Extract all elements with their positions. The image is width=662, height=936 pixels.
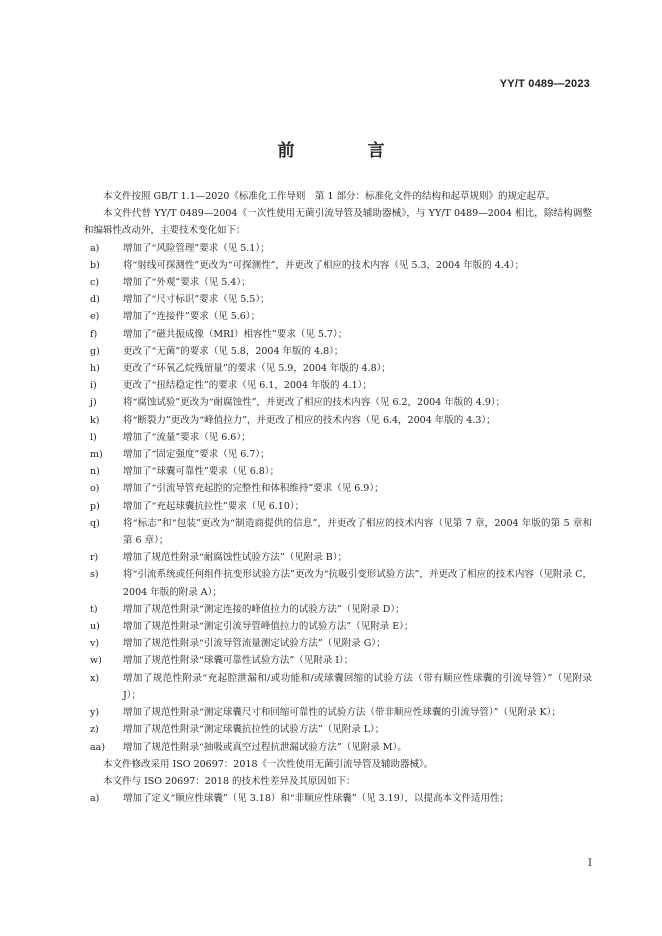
list-item (84, 326, 592, 343)
list-item-text: 增加了“连接件”要求（见 5.6）； (123, 311, 261, 323)
list-item-label: o) (90, 483, 100, 495)
list-item-label: w) (90, 655, 102, 667)
list-item-label: i) (90, 380, 97, 392)
list-item-label: h) (90, 363, 100, 375)
intro-paragraph-2: 本文件代替 YY/T 0489—2004《一次性使用无菌引流导管及辅助器械》，与 YY/T 0489—2004 相比，除结构调整和编辑性改动外，主要技术变化如下： (84, 208, 592, 237)
list-item-text: 增加了规范性附录“球囊可靠性试验方法”（见附录 I）； (123, 655, 354, 667)
list-item-text: 更改了“环氧乙烷残留量”的要求（见 5.9，2004 年版的 4.8）； (123, 363, 391, 375)
document-body (84, 188, 592, 807)
list-item-text: 增加了“磁共振成像（MRI）相容性”要求（见 5.7）； (123, 328, 348, 340)
list-item-label: a) (90, 793, 100, 805)
list-item-text: 增加了定义“顺应性球囊”（见 3.18）和“非顺应性球囊”（见 3.19），以提高本文件适用性； (123, 793, 510, 805)
intro-paragraph-1: 本文件按照 GB/T 1.1—2020《标准化工作导则 第 1 部分：标准化文件的结构和起草规则》的规定起草。 (103, 191, 556, 202)
list-item (84, 463, 592, 480)
list-item-text: 将“引流系统或任何组件抗变形试验方法”更改为“抗吸引变形试验方法”，并更改了相应的技术内容（见附录 C，2004 年版的附录 A）； (123, 569, 592, 598)
list-item-label: p) (90, 500, 100, 512)
list-item (84, 618, 592, 635)
list-item-label: j) (90, 397, 97, 409)
page-number: I (588, 858, 592, 869)
list-item-label: n) (90, 466, 100, 478)
list-item-text: 增加了“固定强度”要求（见 6.7）； (123, 449, 270, 461)
list-item-text: 将“射线可探测性”更改为“可探测性”，并更改了相应的技术内容（见 5.3，2004 年版的 4.4）； (123, 259, 525, 271)
list-item (84, 652, 592, 669)
list-item (84, 343, 592, 360)
list-item-text: 增加了规范性附录“充起腔泄漏和/或功能和/或球囊回缩的试验方法（带有顺应性球囊的引流导管）”（见附录 J）； (123, 672, 592, 701)
list-item-label: m) (90, 449, 103, 461)
list-item (84, 240, 592, 257)
list-item-label: g) (90, 345, 100, 357)
list-item-label: r) (90, 552, 99, 564)
list-item (84, 515, 592, 549)
list-item-label: b) (90, 259, 100, 271)
document-code-header: YY/T 0489—2023 (499, 78, 590, 90)
list-item-text: 增加了“引流导管充起腔的完整性和体积维持”要求（见 6.9）； (123, 483, 384, 495)
list-item (84, 360, 592, 377)
list-item-text: 增加了规范性附录“引流导管流量测定试验方法”（见附录 G）； (123, 638, 386, 650)
list-item-text: 增加了规范性附录“抽吸或真空过程抗泄漏试验方法”（见附录 M）。 (123, 741, 407, 753)
list-item-label: x) (90, 672, 100, 684)
list-item-label: s) (90, 569, 99, 581)
list-item (84, 480, 592, 497)
list-item-text: 增加了规范性附录“测定连接的峰值拉力的试验方法”（见附录 D）； (123, 603, 405, 615)
list-item-text: 增加了规范性附录“耐腐蚀性试验方法”（见附录 B）； (123, 552, 347, 564)
list-item-label: v) (90, 638, 100, 650)
list-item (84, 670, 592, 704)
list-item-label: q) (90, 517, 100, 529)
list-item (84, 308, 592, 325)
list-item-label: e) (90, 311, 100, 323)
list-item-label: d) (90, 294, 100, 306)
list-item-label: y) (90, 707, 100, 719)
list-item-label: aa) (90, 741, 106, 753)
list-item (84, 274, 592, 291)
list-item-text: 增加了规范性附录“测定引流导管峰值拉力的试验方法”（见附录 E）； (123, 621, 414, 633)
list-item (84, 394, 592, 411)
list-item-text: 更改了“扭结稳定性”的要求（见 6.1，2004 年版的 4.1）； (123, 380, 372, 392)
list-item (84, 429, 592, 446)
list-item-text: 增加了“流量”要求（见 6.6）； (123, 431, 251, 443)
list-item (84, 257, 592, 274)
list-item-label: t) (90, 603, 98, 615)
list-item-label: z) (90, 724, 99, 736)
list-item-label: a) (90, 242, 100, 254)
differences-list (84, 790, 592, 807)
list-item (84, 377, 592, 394)
list-item (84, 566, 592, 600)
list-item (84, 601, 592, 618)
list-item (84, 446, 592, 463)
list-item-text: 将“断裂力”更改为“峰值拉力”，并更改了相应的技术内容（见 6.4，2004 年版的 4.3）； (123, 414, 496, 426)
list-item-label: k) (90, 414, 100, 426)
list-item (84, 635, 592, 652)
list-item (84, 721, 592, 738)
list-item (84, 498, 592, 515)
list-item-label: l) (90, 431, 97, 443)
list-item-text: 增加了“球囊可靠性”要求（见 6.8）； (123, 466, 280, 478)
list-item-text: 将“标志”和“包装”更改为“制造商提供的信息”，并更改了相应的技术内容（见第 7 章，2004 年版的第 5 章和第 6 章）； (123, 517, 592, 547)
differences-intro: 本文件与 ISO 20697：2018 的技术性差异及其原因如下： (103, 775, 356, 787)
adoption-paragraph: 本文件修改采用 ISO 20697：2018《一次性使用无菌引流导管及辅助器械》。 (103, 758, 434, 770)
list-item-text: 将“腐蚀试验”更改为“耐腐蚀性”，并更改了相应的技术内容（见 6.2，2004 年版的 4.9）； (123, 397, 506, 409)
list-item-label: f) (90, 328, 98, 340)
list-item-text: 增加了“风险管理”要求（见 5.1）； (123, 242, 270, 254)
list-item-text: 增加了“尺寸标识”要求（见 5.5）； (123, 294, 270, 306)
list-item-text: 更改了“无菌”的要求（见 5.8，2004 年版的 4.8）； (123, 345, 344, 357)
list-item-text: 增加了规范性附录“测定球囊抗拉性的试验方法”（见附录 L）； (123, 724, 385, 736)
page-title: 前 言 (277, 141, 413, 161)
list-item (84, 790, 592, 807)
list-item-label: c) (90, 277, 100, 289)
list-item-label: u) (90, 621, 100, 633)
list-item (84, 291, 592, 308)
list-item-text: 增加了“外观”要求（见 5.4）； (123, 277, 251, 289)
list-item-text: 增加了“充起球囊抗拉性”要求（见 6.10）； (123, 500, 305, 512)
list-item (84, 412, 592, 429)
list-item-text: 增加了规范性附录“测定球囊尺寸和回缩可靠性的试验方法（带非顺应性球囊的引流导管）”（见附录 K）； (123, 707, 561, 719)
list-item (84, 739, 592, 756)
list-item (84, 549, 592, 566)
changes-list (84, 240, 592, 756)
list-item (84, 704, 592, 721)
